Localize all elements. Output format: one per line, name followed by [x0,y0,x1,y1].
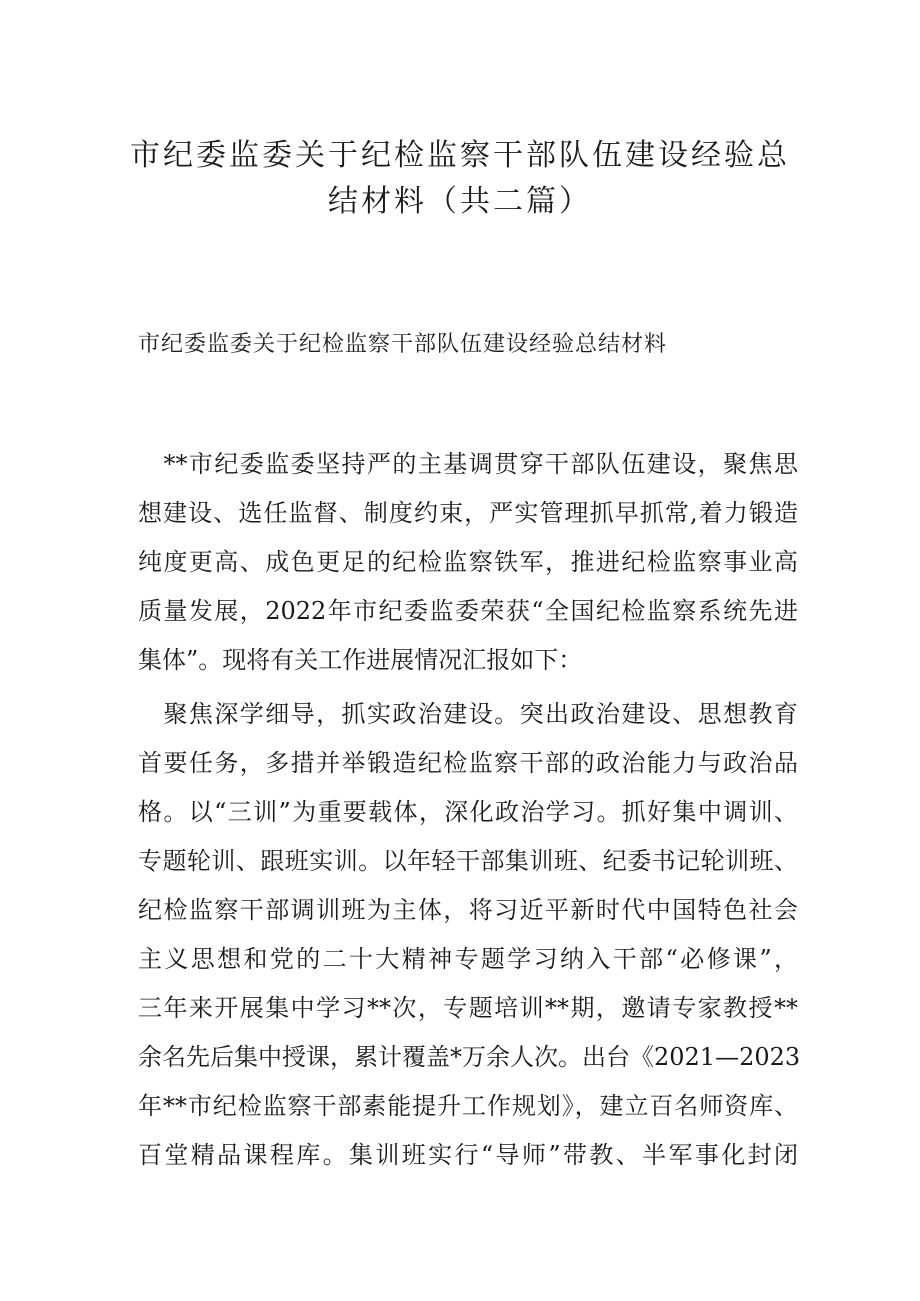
paragraph-line: 质量发展，2022年市纪委监委荣获“全国纪检监察系统先进 [138,597,798,625]
document-title-line-1: 市纪委监委关于纪检监察干部队伍建设经验总 [130,138,790,173]
paragraph-line: 百堂精品课程库。集训班实行“导师”带教、半军事化封闭 [138,1141,798,1169]
paragraph-line: **市纪委监委坚持严的主基调贯穿干部队伍建设，聚焦思 [138,450,798,478]
document-title [100,133,820,225]
paragraph-line: 年**市纪检监察干部素能提升工作规划》，建立百名师资库、 [138,1092,798,1120]
paragraph-line: 格。以“三训”为重要载体，深化政治学习。抓好集中调训、 [138,798,798,826]
paragraph-line: 三年来开展集中学习**次，专题培训**期，邀请专家教授** [138,994,798,1022]
paragraph-line: 纯度更高、成色更足的纪检监察铁军，推进纪检监察事业高 [138,548,798,576]
paragraph-line: 主义思想和党的二十大精神专题学习纳入干部“必修课”， [138,945,798,973]
paragraph-line: 集体”。现将有关工作进展情况汇报如下： [138,646,583,674]
paragraph-line: 首要任务，多措并举锻造纪检监察干部的政治能力与政治品 [138,749,798,777]
body-paragraph-1 [138,440,798,685]
paragraph-line: 聚焦深学细导，抓实政治建设。突出政治建设、思想教育 [138,700,798,728]
paragraph-line: 想建设、选任监督、制度约束，严实管理抓早抓常,着力锻造 [138,499,798,527]
paragraph-line: 余名先后集中授课，累计覆盖*万余人次。出台《2021—2023 [138,1043,801,1071]
document-subtitle: 市纪委监委关于纪检监察干部队伍建设经验总结材料 [138,332,668,357]
paragraph-line: 专题轮训、跟班实训。以年轻干部集训班、纪委书记轮训班、 [138,847,798,875]
body-paragraph-2 [138,690,801,1180]
document-title-line-2: 结材料（共二篇） [328,184,592,219]
paragraph-line: 纪检监察干部调训班为主体，将习近平新时代中国特色社会 [138,896,798,924]
